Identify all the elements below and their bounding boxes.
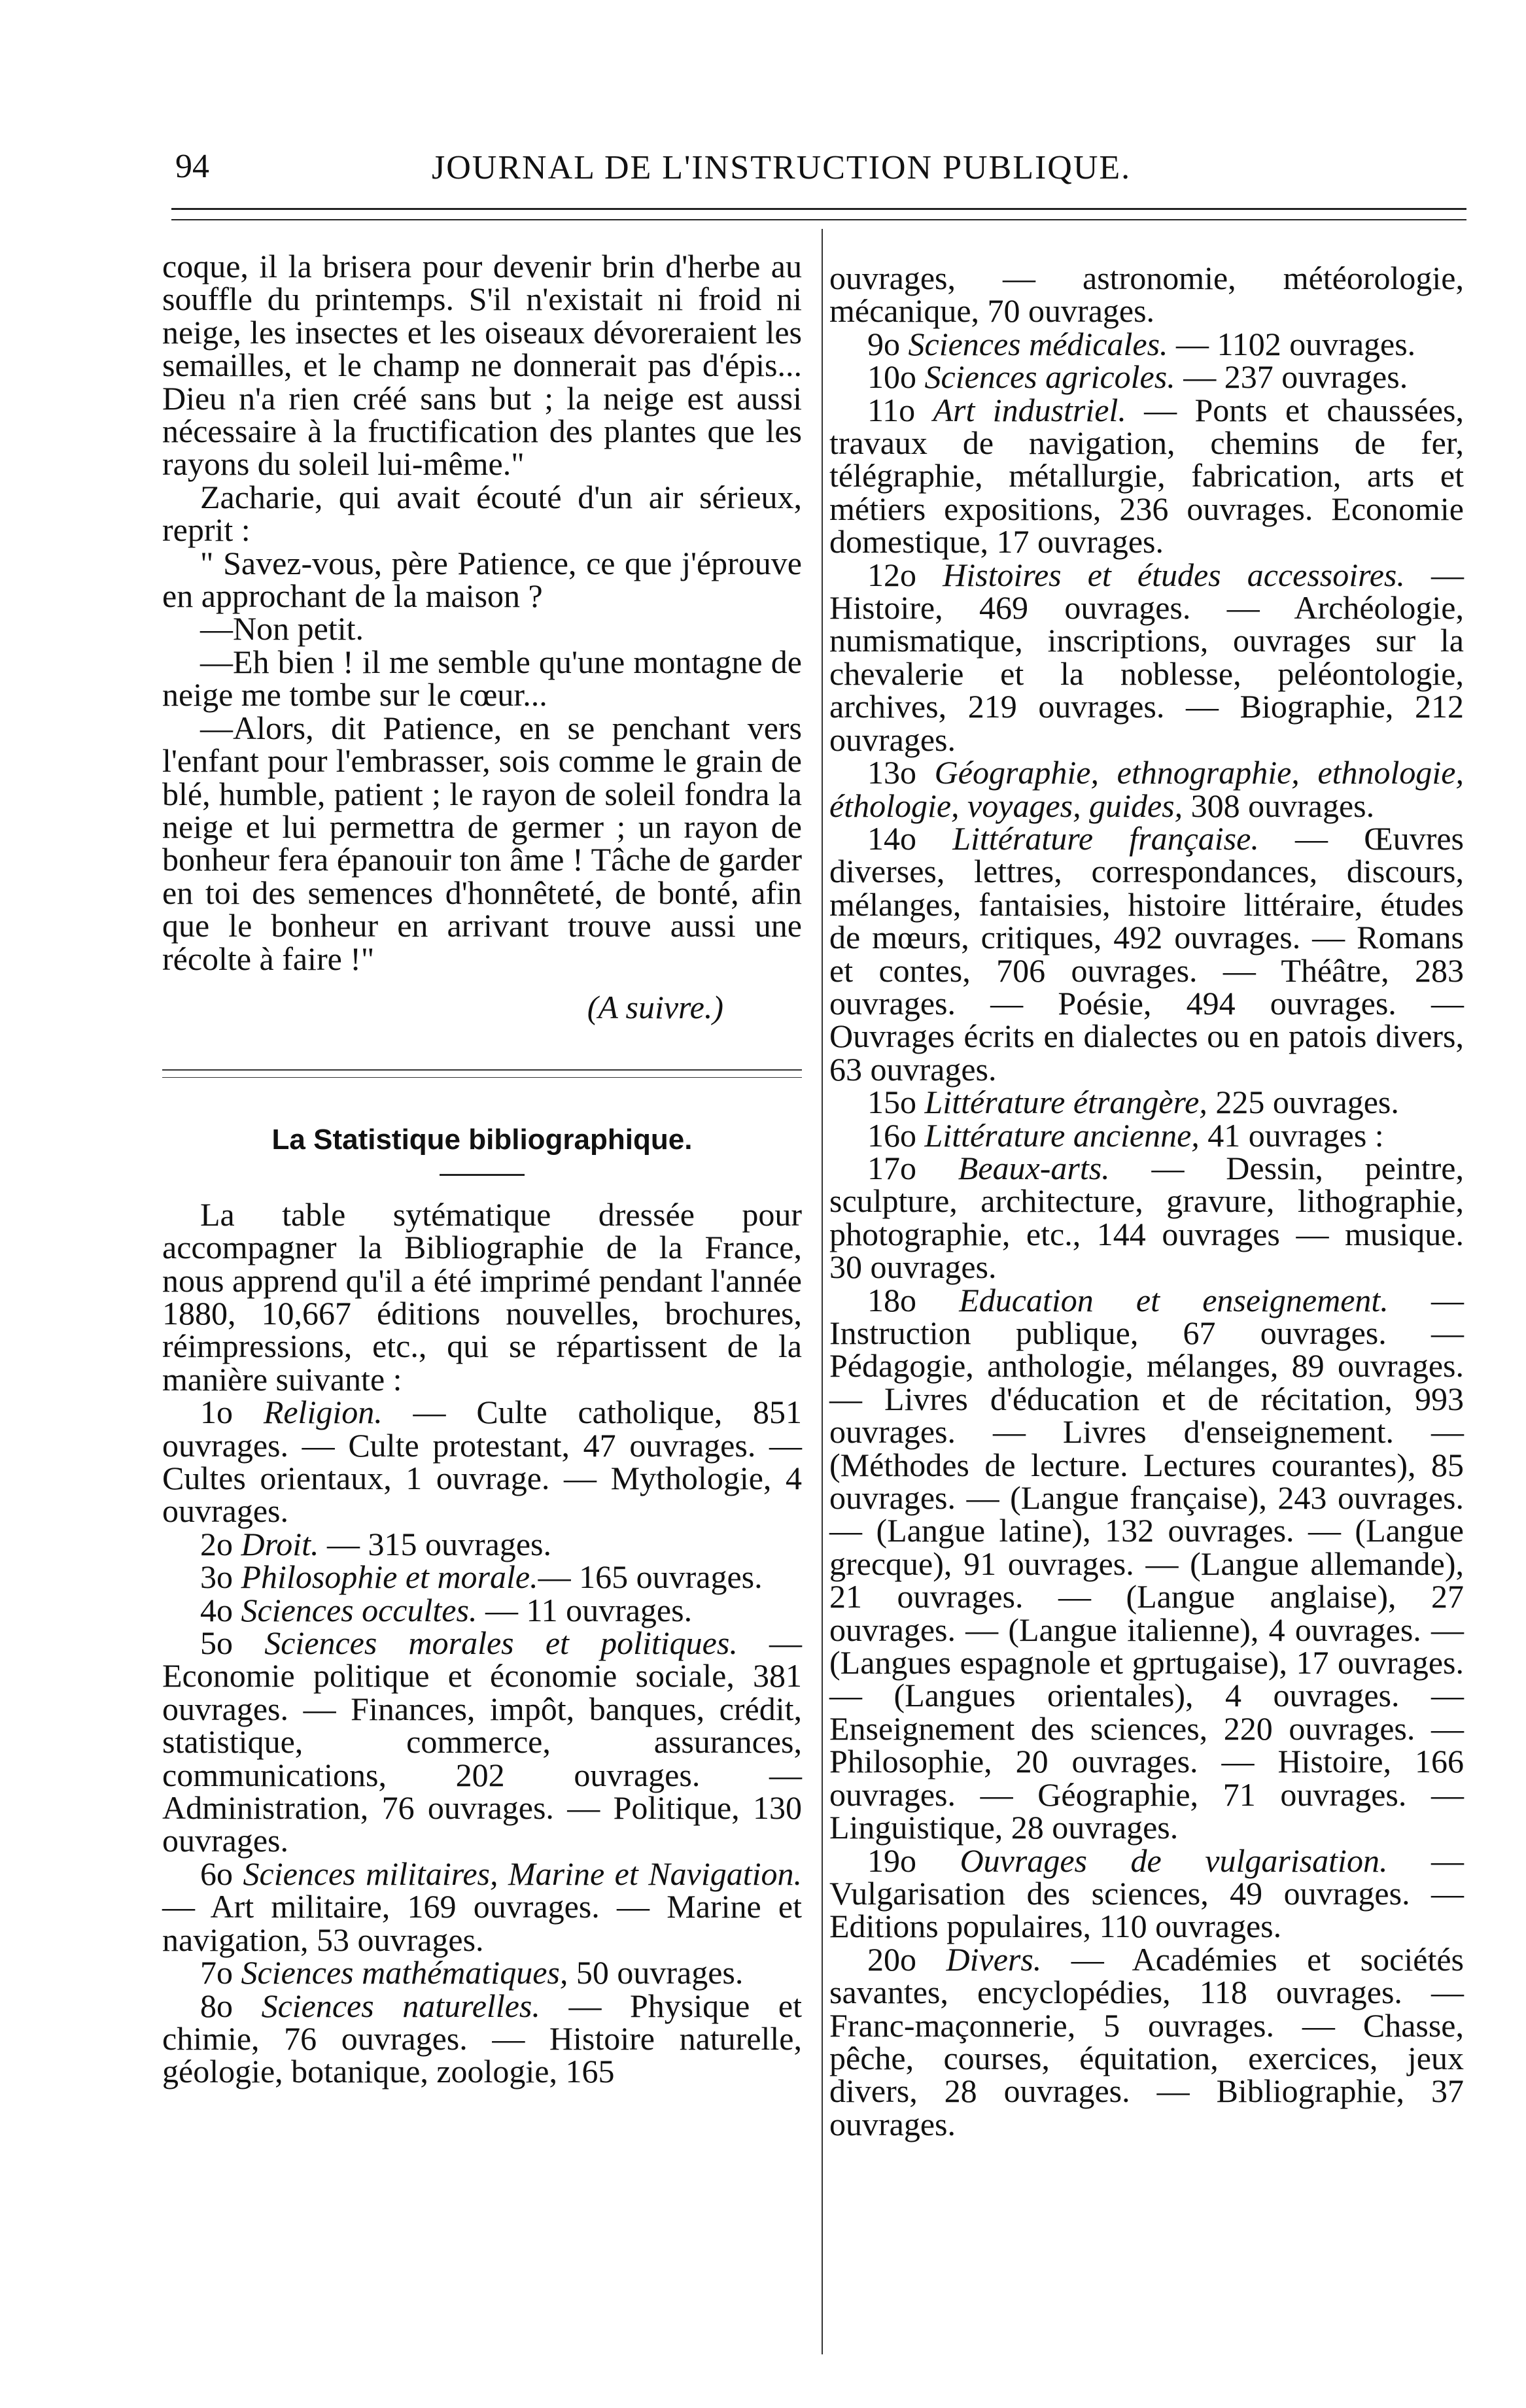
title-underline — [440, 1174, 525, 1176]
story-paragraph: —Non petit. — [200, 610, 364, 647]
continuation-paragraph: ouvrages, — astronomie, météorologie, mécanique, 70 ouvrages. — [829, 260, 1464, 330]
entry-text: 225 ouvrages. — [1207, 1084, 1399, 1121]
entry-text: 308 ouvrages. — [1183, 787, 1375, 824]
entry-number: 16o — [867, 1116, 925, 1154]
entry-category: Sciences morales et politiques. — [264, 1625, 738, 1662]
entry-text: — Dessin, peintre, sculpture, architecture, gravure, lithographie, photographie, etc., 144 ouvrages — musique. 30 ouvrages. — [829, 1149, 1464, 1286]
entry-number: 20o — [867, 1940, 946, 1978]
statistics-entry — [829, 391, 1464, 560]
entry-text: — Vulgarisation des sciences, 49 ouvrages. — Editions populaires, 110 ouvrages. — [829, 1842, 1465, 1945]
entry-number: 15o — [867, 1084, 925, 1121]
entry-text: — 165 ouvrages. — [538, 1558, 763, 1596]
entry-text: 50 ouvrages. — [568, 1954, 744, 1991]
statistics-entry — [162, 1525, 802, 1562]
entry-category: Littérature française. — [952, 819, 1259, 857]
story-paragraph: " Savez-vous, père Patience, ce que j'éprouve en approchant de la maison ? — [162, 544, 802, 615]
entry-number: 9o — [867, 325, 909, 362]
entry-category: Sciences militaires, Marine et Navigation. — [243, 1855, 802, 1892]
entry-text: — 1102 ouvrages. — [1168, 325, 1416, 362]
entry-number: 10o — [867, 358, 925, 396]
entry-text: — Académies et sociétés savantes, encyclopédies, 118 ouvrages. — Franc-maçonnerie, 5 ouvrages. — Chasse, pêche, courses, équitation, exercices, jeux divers, 28 ouvrages. — Bibliographie, 37 ouvrages. — [829, 1940, 1464, 2142]
statistics-entry — [829, 1149, 1464, 1286]
entry-text: — Œuvres diverses, lettres, correspondances, discours, mélanges, fantaisies, histoire littéraire, études de mœurs, critiques, 492 ouvrages. — Romans et contes, 706 ouvrages. — Théâtre, 283 ouvrages. — Poésie, 494 ouvrages. — Ouvrages écrits en dialectes ou en patois divers, 63 ouvrages. — [829, 819, 1465, 1088]
entry-number: 3o — [200, 1558, 241, 1596]
entry-text: — Art militaire, 169 ouvrages. — Marine et navigation, 53 ouvrages. — [162, 1888, 802, 1958]
entry-text: — Histoire, 469 ouvrages. — Archéologie, numismatique, inscriptions, ouvrages sur la chevalerie et la noblesse, peléontologie, archives, 219 ouvrages. — Biographie, 212 ouvrages. — [829, 556, 1464, 758]
statistics-entry — [829, 1281, 1465, 1846]
entry-category: Sciences médicales. — [908, 325, 1168, 362]
entry-number: 12o — [867, 556, 943, 593]
entry-category: Sciences naturelles. — [261, 1987, 540, 2024]
right-column — [829, 262, 1464, 2141]
story-paragraph: Zacharie, qui avait écouté d'un air sérieux, reprit : — [162, 478, 802, 549]
entry-number: 4o — [200, 1591, 241, 1628]
entry-number: 19o — [867, 1842, 960, 1879]
entry-text: — 11 ouvrages. — [477, 1591, 693, 1628]
entry-number: 18o — [867, 1281, 960, 1318]
statistics-entry — [829, 1940, 1464, 2142]
entry-category: Divers. — [946, 1940, 1042, 1978]
statistics-entry — [829, 819, 1465, 1088]
entry-number: 13o — [867, 754, 935, 791]
entry-text: — 237 ouvrages. — [1175, 358, 1408, 396]
statistics-entry — [829, 1844, 1464, 1943]
entry-text: — Culte catholique, 851 ouvrages. — Culte protestant, 47 ouvrages. — Cultes orientaux, 1 ouvrage. — Mythologie, 4 ouvrages. — [162, 1394, 803, 1530]
entry-category: Religion. — [263, 1394, 383, 1431]
statistics-entry — [162, 1396, 802, 1528]
entry-text: — Physique et chimie, 76 ouvrages. — Histoire naturelle, géologie, botanique, zoologie, 165 — [162, 1987, 802, 2090]
page-number: 94 — [175, 148, 209, 185]
entry-number: 1o — [200, 1394, 264, 1431]
statistics-entry — [829, 1084, 1464, 1121]
entry-number: 5o — [200, 1625, 265, 1662]
story-paragraph: —Alors, dit Patience, en se penchant vers l'enfant pour l'embrasser, sois comme le grain de blé, humble, patient ; le rayon de soleil fondra la neige et lui permettra de germer ; un rayon de bonheur fera épanouir ton âme ! Tâche de garder en toi des semences d'honnêteté, de bonté, afin que le bonheur en arrivant trouve aussi une récolte à faire !" — [162, 709, 802, 977]
entry-text: — 315 ouvrages. — [319, 1525, 551, 1562]
statistics-entry — [829, 756, 1464, 822]
entry-category: Droit. — [241, 1525, 319, 1562]
entry-category: Sciences agricoles. — [924, 358, 1175, 396]
running-title: JOURNAL DE L'INSTRUCTION PUBLIQUE. — [432, 149, 1132, 186]
statistics-entry — [162, 1558, 802, 1596]
entry-text: — Economie politique et économie sociale, 381 ouvrages. — Finances, impôt, banques, crédit, statistique, commerce, assurances, communications, 202 ouvrages. — Administration, 76 ouvrages. — Politique, 130 ouvrages. — [162, 1625, 803, 1859]
entry-number: 8o — [200, 1987, 262, 2024]
entry-category: Géographie, ethnographie, ethnologie, éthologie, voyages, guides, — [829, 754, 1464, 824]
statistics-entry — [829, 325, 1464, 362]
entry-text: — Ponts et chaussées, travaux de navigation, chemins de fer, télégraphie, métallurgie, fabrication, arts et métiers expositions, 236 ouvrages. Economie domestique, 17 ouvrages. — [829, 391, 1464, 560]
left-column — [162, 250, 802, 2088]
entry-category: Art industriel. — [933, 391, 1126, 428]
statistics-entry — [829, 556, 1464, 758]
entry-category: Ouvrages de vulgarisation. — [960, 1842, 1388, 1879]
entry-category: Sciences occultes. — [241, 1591, 477, 1628]
entry-number: 17o — [867, 1149, 958, 1186]
section-divider — [162, 1069, 802, 1078]
entry-category: Histoires et études accessoires. — [943, 556, 1405, 593]
entry-category: Littérature étrangère, — [924, 1084, 1207, 1121]
left-entries — [162, 1396, 802, 2088]
statistics-entry — [829, 358, 1464, 396]
story-paragraph: —Eh bien ! il me semble qu'une montagne de neige me tombe sur le cœur... — [162, 643, 802, 714]
entry-text: — Instruction publique, 67 ouvrages. — Pédagogie, anthologie, mélanges, 89 ouvrages. — Livres d'éducation et de récitation, 993 ouvrages. — Livres d'enseignement. — (Méthodes de lecture. Lectures courantes), 85 ouvrages. — (Langue française), 243 ouvrages. — (Langue latine), 132 ouvrages. — (Langue grecque), 91 ouvrages. — (Langue allemande), 21 ouvrages. — (Langue anglaise), 27 ouvrages. — (Langue italienne), 4 ouvrages. — (Langues espagnole et gprtugaise), 17 ouvrages. — (Langues orientales), 4 ouvrages. — Enseignement des sciences, 220 ouvrages. — Philosophie, 20 ouvrages. — Histoire, 166 ouvrages. — Géographie, 71 ouvrages. — Linguistique, 28 ouvrages. — [829, 1281, 1465, 1846]
statistics-entry — [162, 1956, 802, 1989]
entry-number: 14o — [867, 819, 953, 857]
page-header — [170, 147, 1446, 199]
entry-text: 41 ouvrages : — [1199, 1116, 1384, 1154]
entry-category: Sciences mathématiques, — [241, 1954, 568, 1991]
statistics-entry — [162, 1989, 802, 2088]
entry-number: 7o — [200, 1954, 241, 1991]
entry-number: 6o — [200, 1855, 243, 1892]
right-entries — [829, 325, 1465, 2142]
entry-category: Littérature ancienne, — [924, 1116, 1200, 1154]
entry-number: 11o — [867, 391, 933, 428]
statistics-entry — [829, 1116, 1464, 1154]
statistics-entry — [162, 1591, 802, 1628]
section-title: La Statistique bibliographique. — [271, 1124, 693, 1156]
statistics-entry — [162, 1626, 802, 1857]
header-rule — [171, 208, 1466, 220]
entry-number: 2o — [200, 1525, 241, 1562]
to-be-continued: (A suivre.) — [587, 988, 723, 1025]
entry-category: Philosophie et morale. — [241, 1558, 538, 1596]
intro-paragraph: La table sytématique dressée pour accompagner la Bibliographie de la France, nous apprend qu'il a été imprimé pendant l'année 1880, 10,667 éditions nouvelles, brochures, réimpressions, etc., qui se répartissent de la manière suivante : — [162, 1195, 802, 1398]
entry-category: Beaux-arts. — [958, 1149, 1110, 1186]
story-paragraph: coque, il la brisera pour devenir brin d'herbe au souffle du printemps. S'il n'existait ni froid ni neige, les insectes et les oiseaux dévoreraient les semailles, et le champ ne donnerait pas d'épis... Dieu n'a rien créé sans but ; la neige est aussi nécessaire à la fructification des plantes que les rayons du soleil lui-même." — [162, 248, 802, 483]
column-divider — [822, 229, 823, 2354]
entry-category: Education et enseignement. — [959, 1281, 1389, 1318]
statistics-entry — [162, 1857, 802, 1956]
